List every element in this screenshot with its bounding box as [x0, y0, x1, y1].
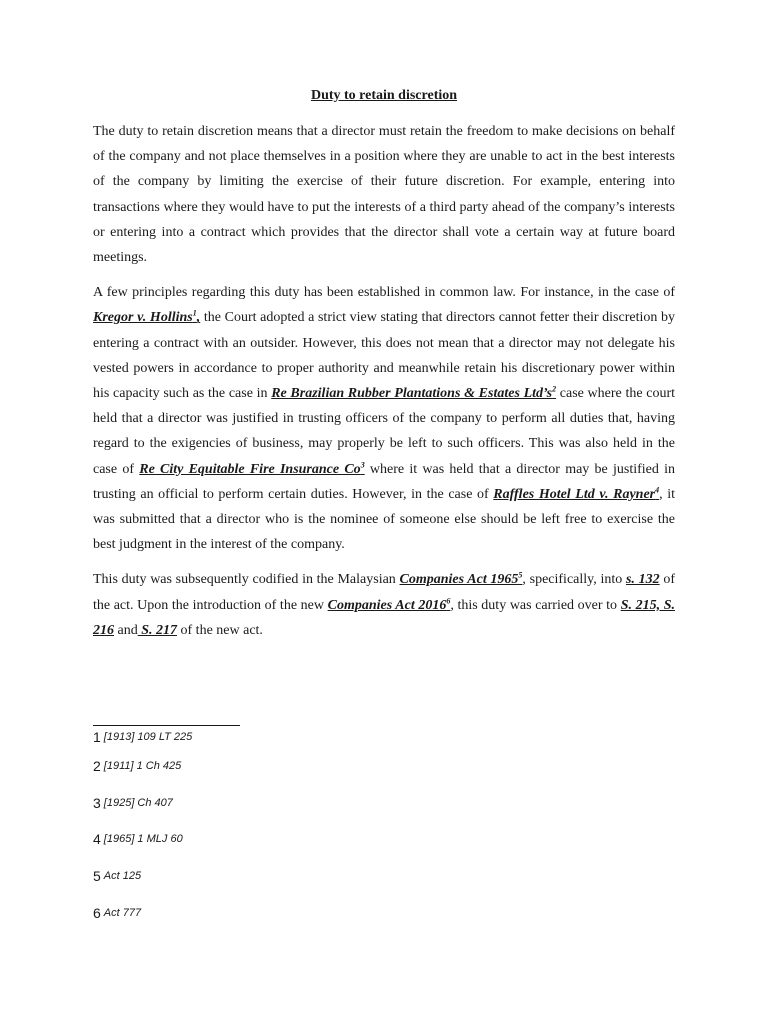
case-citation-brazilian-rubber: Re Brazilian Rubber Plantations & Estates Ltd’s$^2$ — [271, 384, 557, 402]
text-run: and — [114, 622, 138, 638]
text-run: case where the court held that a director was justified in trusting officers of the company to perform all duties that, having regard to the exigencies of business, may properly be left to such officers. This was also held in the case of — [93, 386, 675, 477]
statute-companies-act-1965: Companies Act 1965$^5$ — [399, 570, 523, 588]
text-run: the Court adopted a strict view stating that directors cannot fetter their discretion by entering a contract with an outsider. However, this does not mean that a director may not delegate his vested powers in accordance to proper authority and meanwhile retain his discretionary power within his capacity such as the case in — [93, 310, 676, 402]
case-citation-kregor: Kregor v. Hollins$^1$, — [93, 308, 201, 326]
footnote-ref-5: 5 — [518, 570, 523, 580]
text-run: of the act. Upon the introduction of the new — [93, 572, 675, 613]
footnote-ref-2: 2 — [552, 384, 557, 394]
text-run: , this duty was carried over to — [450, 597, 621, 613]
text-run: This duty was subsequently codified in the Malaysian — [93, 572, 400, 588]
footnote-ref-1: 1 — [192, 308, 197, 318]
footnote-2: 2 [1911] 1 Ch 425 — [93, 758, 182, 775]
footnote-5: 5 Act 125 — [93, 868, 142, 885]
footnotes — [93, 726, 493, 931]
page-title: Duty to retain discretion — [310, 88, 458, 103]
statute-section-217: S. 217 — [137, 622, 178, 638]
text-run: where it was held that a director may be justified in trusting an official to perform certain duties. However, in the case of — [93, 461, 675, 502]
footnote-4: 4 [1965] 1 MLJ 60 — [93, 831, 183, 848]
statute-sections-215-216: S. 215, S. 216 — [93, 597, 675, 638]
paragraph-3 — [93, 567, 675, 643]
text-run: A few principles regarding this duty has been established in common law. For instance, in the case of — [93, 285, 675, 301]
footnote-ref-6: 6 — [446, 596, 451, 605]
footnote-6: 6 Act 777 — [93, 904, 142, 921]
text-run: , specifically, into — [522, 572, 626, 588]
case-citation-raffles: Raffles Hotel Ltd v. Rayner$^4$ — [493, 485, 660, 502]
document-body — [93, 119, 675, 653]
text-run: , it was submitted that a director who is the nominee of someone else should be left free to exercise the best judgment in the interest of the company. — [93, 486, 675, 553]
statute-section-132: s. 132 — [625, 572, 660, 588]
statute-companies-act-2016: Companies Act 2016$^6$ — [327, 596, 451, 613]
case-citation-city-equitable: Re City Equitable Fire Insurance Co$^3$ — [139, 459, 365, 477]
paragraph-2 — [93, 280, 675, 557]
text-run: of the new act. — [177, 622, 263, 638]
paragraph-1: The duty to retain discretion means that a director must retain the freedom to make decisions on behalf of the company and not place themselves in a position where they are unable to act in the best interests of the company by limiting the exercise of their future discretion. For example, entering into transactions where they would have to put the interests of a third party ahead of the company’s interests or entering into a contract which provides that the director shall vote a certain way at future board meetings. — [93, 124, 675, 266]
footnote-1: 1 [1913] 109 LT 225 — [93, 729, 193, 745]
footnote-ref-3: 3 — [360, 459, 365, 469]
footnote-ref-4: 4 — [655, 485, 660, 495]
footnote-3: 3 [1925] Ch 407 — [93, 794, 173, 811]
